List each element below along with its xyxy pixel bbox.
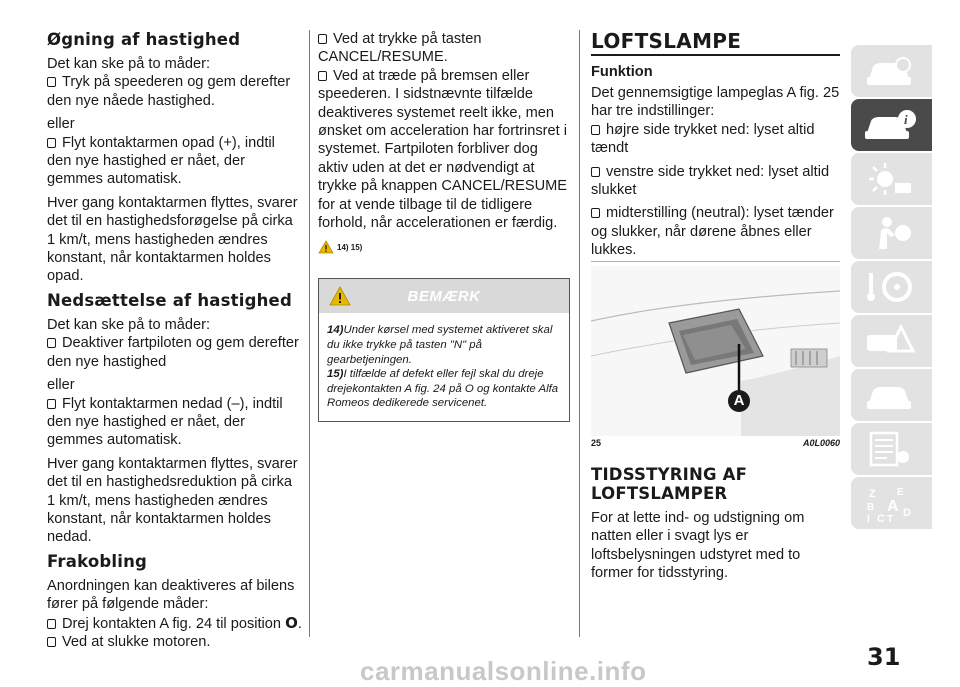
- svg-text:i: i: [904, 112, 908, 127]
- paragraph: Det gennemsigtige lampeglas A fig. 25 har tre indstillinger:: [591, 85, 840, 120]
- index-letters-icon: [861, 483, 921, 523]
- index-letter: D: [903, 507, 911, 519]
- specs-list-icon: [861, 429, 921, 469]
- figure-number: 25: [591, 438, 602, 448]
- tab-dashboard[interactable]: [851, 45, 932, 97]
- heading-lamp-timing: TIDSSTYRING AF LOFTSLAMPER: [591, 465, 748, 503]
- paragraph-or: eller: [47, 377, 75, 394]
- figure-ceiling-lamp: [591, 261, 840, 451]
- callout-label-a: A: [728, 390, 750, 412]
- column-divider: [579, 30, 580, 637]
- bullet-box-icon: [591, 125, 600, 135]
- tab-index[interactable]: [851, 477, 932, 529]
- bullet-box-icon: [47, 619, 56, 629]
- bullet-item: højre side trykket ned: lyset altid tændt: [591, 121, 815, 157]
- figure-code: A0L0060: [802, 438, 840, 448]
- column-divider: [309, 30, 310, 637]
- chapter-tabs: [851, 45, 932, 531]
- section-title-ceiling-lamp: LOFTSLAMPE: [591, 29, 742, 53]
- bullet-item: Flyt kontaktarmen nedad (–), indtil den nye hastighed er nået, der gemmes automatisk.: [47, 395, 283, 449]
- column-right: [591, 30, 840, 260]
- note-header: [319, 279, 569, 313]
- tab-safety[interactable]: [851, 207, 932, 259]
- paragraph: Det kan ske på to måder:: [47, 316, 211, 333]
- section-timing: [591, 465, 840, 583]
- heading-disengage: Frakobling: [47, 551, 148, 571]
- bullet-item: venstre side trykket ned: lyset altid slukket: [591, 163, 830, 199]
- index-letter: I: [867, 514, 870, 523]
- paragraph: Hver gang kontaktarmen flyttes, svarer det til en hastighedsreduktion på cirka 1 km/t, mens hastigheden ændres konstant, når kontaktarmen holdes nedad.: [47, 455, 298, 546]
- warning-ref-numbers: 14) 15): [337, 242, 363, 252]
- subheading-function: Funktion: [591, 64, 653, 80]
- tab-car-info[interactable]: [851, 99, 932, 151]
- bullet-box-icon: [47, 399, 56, 409]
- watermark: carmanualsonline.info: [360, 656, 647, 686]
- bullet-box-icon: [318, 71, 327, 81]
- bullet-box-icon: [47, 637, 56, 647]
- index-letter: T: [887, 514, 894, 523]
- car-service-icon: [861, 375, 921, 415]
- paragraph: Hver gang kontaktarmen flyttes, svarer det til en hastighedsforøgelse på cirka 1 km/t, mens hastigheden ændres konstant, når kontaktarmen holdes opad.: [47, 194, 298, 285]
- tab-driving[interactable]: [851, 261, 932, 313]
- bullet-box-icon: [47, 338, 56, 348]
- bullet-box-icon: [591, 208, 600, 218]
- paragraph: Anordningen kan deaktiveres af bilens fører på følgende måder:: [47, 577, 295, 613]
- steering-wheel-icon: [861, 267, 921, 307]
- bullet-item: Ved at slukke motoren.: [47, 633, 302, 651]
- column-left: [47, 30, 302, 651]
- note-item: 14)Under kørsel med systemet aktiveret skal du ikke trykke på tasten "N" på gearbetjeningen.: [327, 324, 553, 366]
- bullet-box-icon: [318, 34, 327, 44]
- note-box: [318, 278, 570, 422]
- paragraph: Det kan ske på to måder:: [47, 56, 211, 72]
- tab-specs[interactable]: [851, 423, 932, 475]
- heading-increase-speed: Øgning af hastighed: [47, 30, 241, 49]
- bullet-item: Drej kontakten A fig. 24 til position O.: [47, 614, 302, 633]
- paragraph: For at lette ind- og udstigning om natten eller i svagt lys er loftsbelysningen udstyret med to former for tidsstyring.: [591, 510, 805, 582]
- index-letter: B: [867, 502, 875, 513]
- figure-caption: [591, 438, 840, 448]
- note-item: 15)I tilfælde af defekt eller fejl skal du dreje drejekontakten A fig. 24 på O og kontakte Alfa Romeos dedikerede servicenet.: [327, 368, 559, 410]
- heading-decrease-speed: Nedsættelse af hastighed: [47, 290, 292, 310]
- index-letter: C: [877, 513, 885, 523]
- note-body: [319, 313, 569, 421]
- bullet-box-icon: [47, 138, 56, 148]
- bullet-box-icon: [591, 167, 600, 177]
- tab-service[interactable]: [851, 369, 932, 421]
- page-number: 31: [867, 643, 901, 671]
- bullet-item: midterstilling (neutral): lyset tænder og slukker, når dørene åbnes eller lukkes.: [591, 205, 834, 259]
- airbag-icon: [861, 213, 921, 253]
- warning-road-icon: [861, 321, 921, 361]
- note-title: BEMÆRK: [407, 287, 481, 305]
- index-letter: Z: [869, 488, 876, 500]
- bullet-item: Deaktiver fartpiloten og gem derefter den nye hastighed: [47, 335, 299, 370]
- lights-icon: [861, 159, 921, 199]
- bullet-item: Ved at trykke på tasten CANCEL/RESUME.: [318, 31, 482, 66]
- tab-lights[interactable]: [851, 153, 932, 205]
- paragraph-or: eller: [47, 116, 75, 133]
- car-info-icon: [861, 105, 921, 145]
- warning-reference: [318, 240, 570, 254]
- index-letter: E: [897, 487, 904, 498]
- ceiling-lamp-photo: [591, 261, 840, 439]
- warning-triangle-icon: [318, 240, 334, 254]
- bullet-item: Tryk på speederen og gem derefter den nye nåede hastighed.: [47, 74, 291, 109]
- bullet-box-icon: [47, 77, 56, 87]
- bullet-item: Flyt kontaktarmen opad (+), indtil den nye hastighed er nået, der gemmes automatisk.: [47, 134, 275, 188]
- bullet-item: Ved at træde på bremsen eller speederen. I sidstnævnte tilfælde deaktiveres systemet reelt ikke, men ønsket om acceleration har fortrinsret i systemet. Fartpiloten forbliver dog aktiv uden at det er nødvendigt at trykke på knappen CANCEL/RESUME for at vende tilbage til de tidligere forhold, når accelerationen er færdig.: [318, 67, 568, 232]
- index-letter: A: [887, 498, 899, 515]
- title-rule: [591, 54, 840, 56]
- car-dashboard-icon: [861, 51, 921, 91]
- tab-emergency[interactable]: [851, 315, 932, 367]
- column-middle: [318, 30, 570, 422]
